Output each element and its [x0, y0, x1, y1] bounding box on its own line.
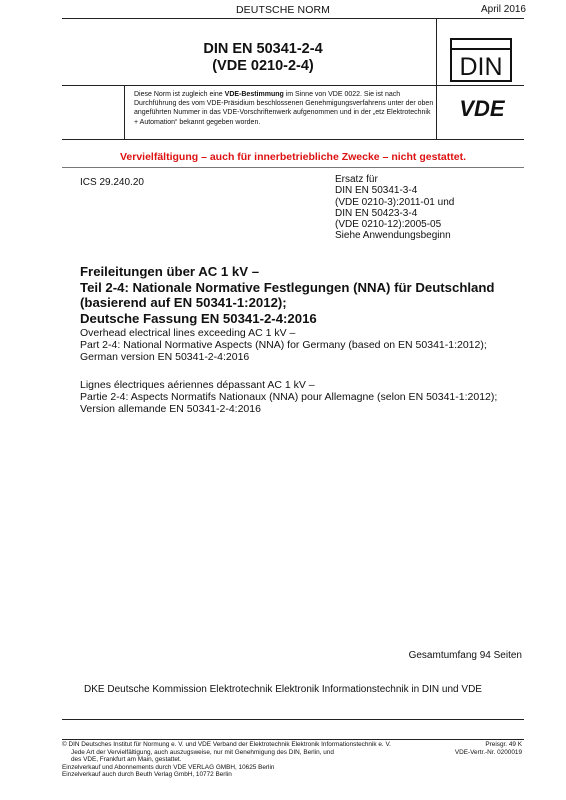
title-line: Deutsche Fassung EN 50341-2-4:2016	[80, 310, 317, 326]
vde-logo-text: VDE	[459, 97, 505, 119]
standard-number-block	[130, 41, 396, 75]
title-line: Part 2-4: National Normative Aspects (NNA) for Germany (based on EN 50341-1:2012);	[80, 339, 487, 352]
divider	[436, 18, 437, 139]
title-line: Partie 2-4: Aspects Normatifs Nationaux (NNA) pour Allemagne (selon EN 50341-1:2012);	[80, 391, 498, 404]
footer-line: des VDE, Frankfurt am Main, gestattet.	[71, 756, 182, 764]
vde-contract-number: VDE-Vertr.-Nr. 0200019	[454, 748, 522, 756]
replacement-info	[335, 174, 454, 242]
footer-price-block	[455, 741, 522, 756]
replacement-line: (VDE 0210-3):2011-01 und	[335, 196, 455, 208]
footer-line: © DIN Deutsches Institut für Normung e. V. und VDE Verband der Elektrotechnik Elektronik Informationstechnik e. V.	[62, 741, 391, 748]
document-type: DEUTSCHE NORM	[235, 4, 331, 16]
divider	[62, 167, 524, 168]
divider	[62, 719, 524, 720]
replacement-line: Siehe Anwendungsbeginn	[335, 230, 451, 242]
din-logo	[450, 38, 512, 82]
divider	[62, 85, 524, 86]
note-text: Diese Norm ist zugleich eine	[134, 91, 225, 98]
note-bold: VDE-Bestimmung	[224, 91, 284, 98]
replacement-line: DIN EN 50341-3-4	[335, 185, 418, 197]
standard-number: DIN EN 50341-2-4	[203, 41, 323, 57]
vde-logo	[451, 97, 513, 119]
vde-number: (VDE 0210-2-4)	[212, 58, 314, 74]
divider	[62, 739, 524, 740]
footer-line: Einzelverkauf auch durch Beuth Verlag GmbH, 10772 Berlin	[62, 771, 232, 779]
divider	[62, 139, 524, 140]
title-line: Freileitungen über AC 1 kV –	[80, 264, 260, 279]
divider	[124, 85, 125, 139]
title-english	[80, 327, 530, 364]
footer-line: Einzelverkauf und Abonnements durch VDE VERLAG GMBH, 10625 Berlin	[62, 763, 275, 771]
title-line: Lignes électriques aériennes dépassant AC 1 kV –	[80, 379, 315, 391]
footer-copyright	[62, 741, 422, 779]
divider	[62, 18, 524, 19]
title-line: (basierend auf EN 50341-1:2012);	[80, 295, 287, 310]
title-french	[80, 379, 530, 416]
din-logo-text: DIN	[459, 53, 503, 81]
price-group: Preisgr. 49 K	[485, 741, 522, 748]
copy-warning: Vervielfältigung – auch für innerbetriebliche Zwecke – nicht gestattet.	[119, 151, 466, 163]
dke-line: DKE Deutsche Kommission Elektrotechnik Elektronik Informationstechnik in DIN und VDE	[84, 684, 482, 695]
title-german	[80, 264, 520, 326]
replacement-line: (VDE 0210-12):2005-05	[335, 219, 442, 231]
title-line: Teil 2-4: Nationale Normative Festlegungen (NNA) für Deutschland	[80, 279, 495, 295]
replacement-line: Ersatz für	[335, 174, 378, 185]
title-line: Version allemande EN 50341-2-4:2016	[80, 403, 261, 416]
total-pages: Gesamtumfang 94 Seiten	[408, 650, 522, 661]
note-text: im Sinne von VDE 0022. Sie ist nach Durchführung des vom VDE-Präsidium beschlossenen Genehmigungsverfahrens unter der oben angeführten Nummer in das VDE-Vorschriftenwerk aufgenommen und in der „etz Elektrotechnik + Automation“ bekannt gegeben worden.	[134, 91, 434, 126]
title-line: Overhead electrical lines exceeding AC 1 kV –	[80, 327, 296, 339]
footer-line: Jede Art der Vervielfältigung, auch auszugsweise, nur mit Genehmigung des DIN, Berlin, und	[71, 748, 334, 756]
title-line: German version EN 50341-2-4:2016	[80, 351, 250, 364]
ics-code: ICS 29.240.20	[80, 177, 144, 188]
vde-note	[134, 90, 434, 127]
replacement-line: DIN EN 50423-3-4	[335, 207, 418, 219]
issue-date: April 2016	[480, 4, 526, 15]
